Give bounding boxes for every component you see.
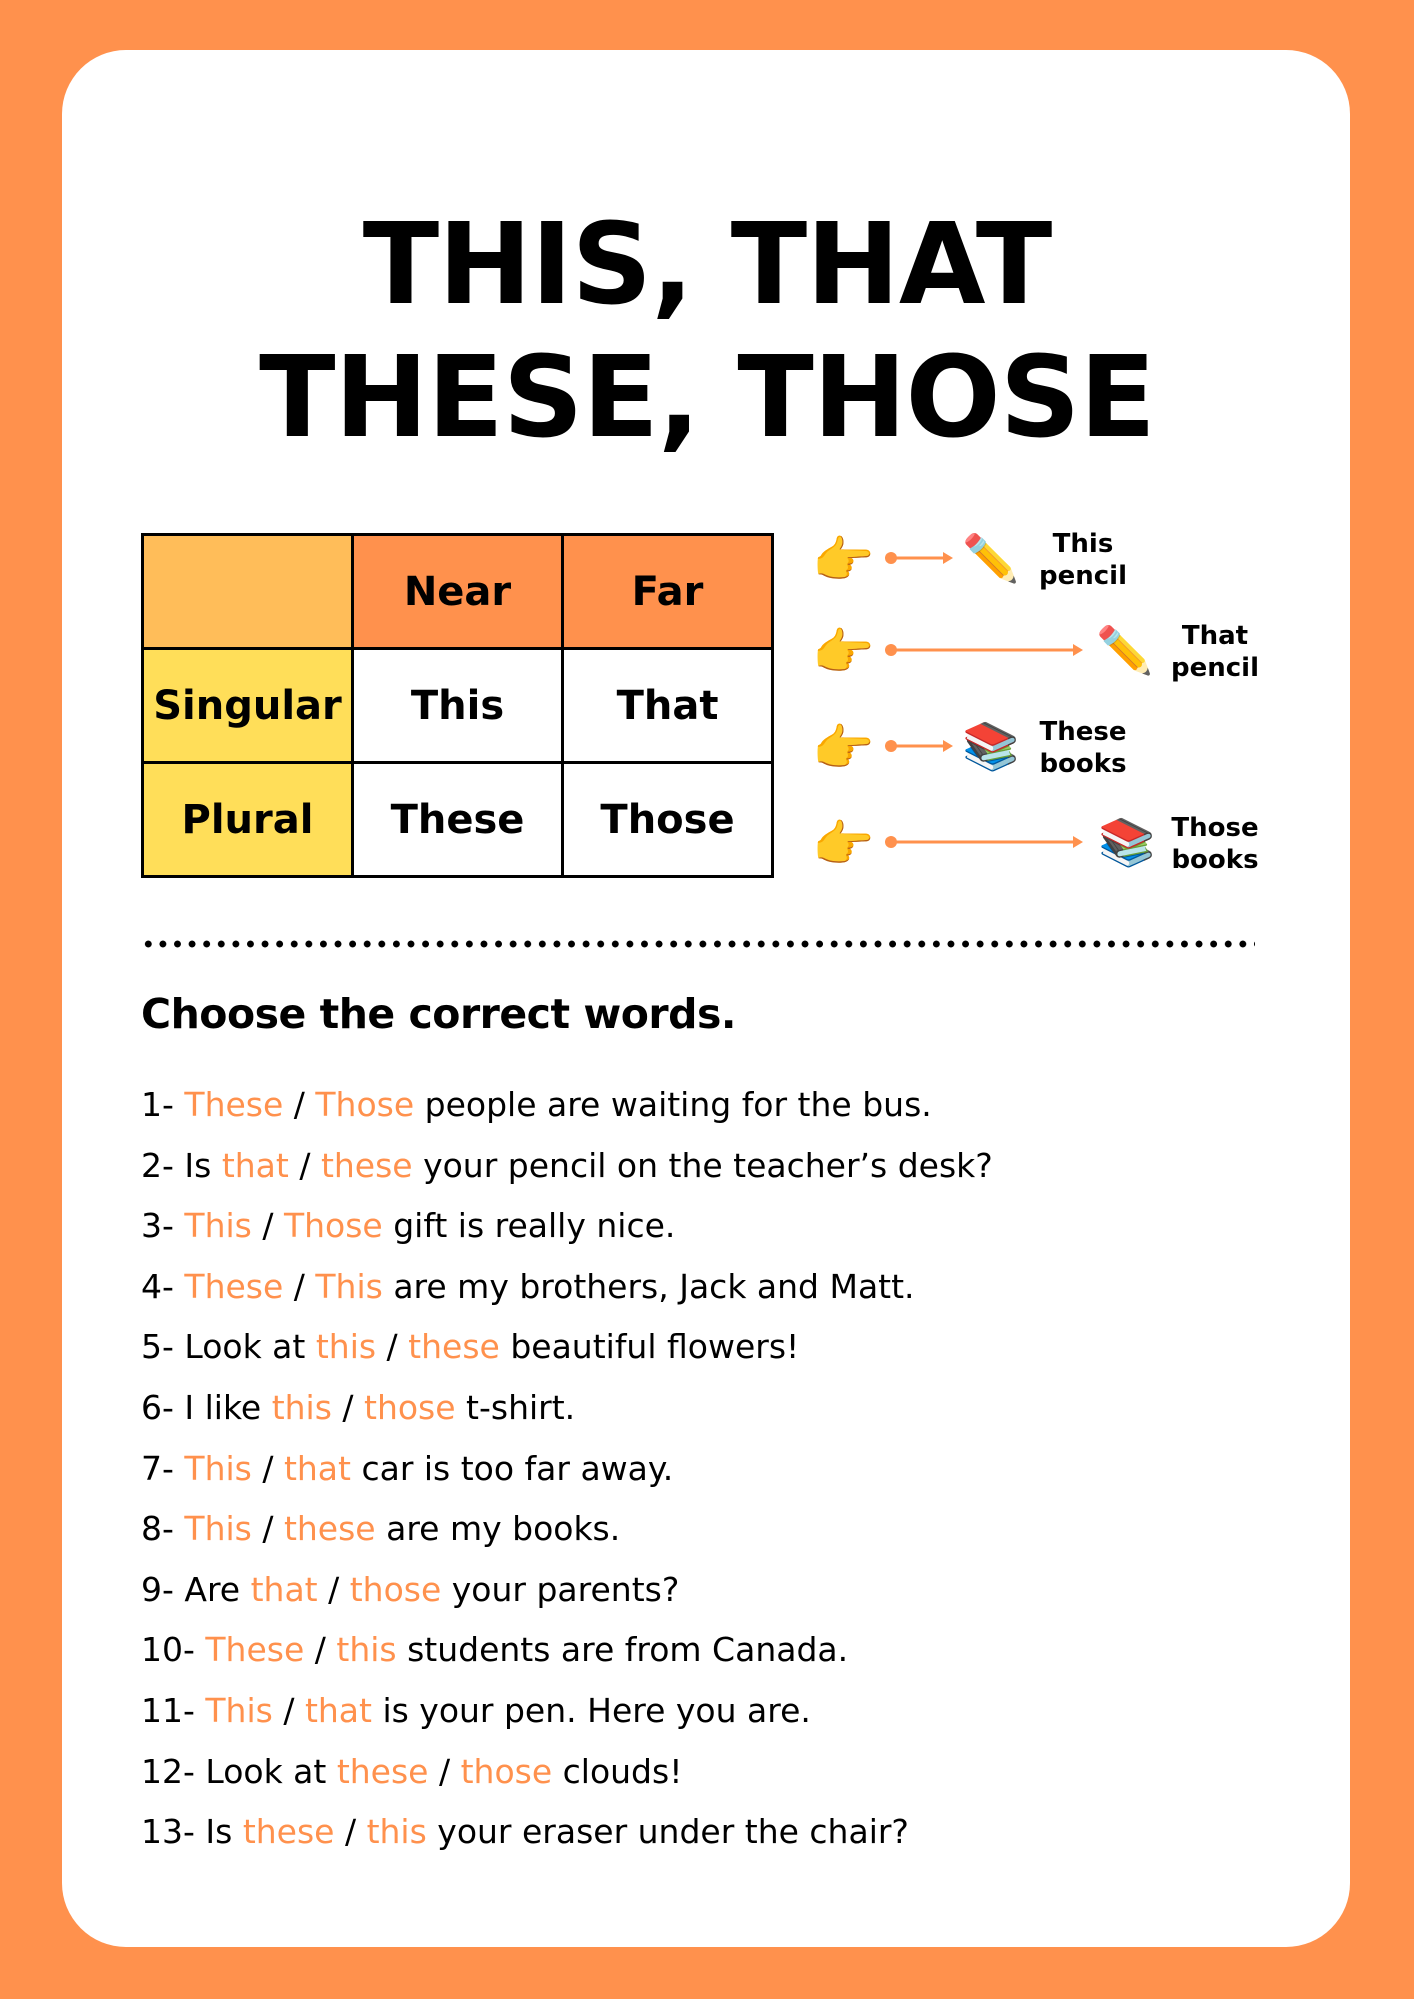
books-icon: 📚 <box>1098 815 1156 869</box>
diagram-row-this-pencil <box>0 529 1414 592</box>
diagram-row-these-books <box>0 717 1414 780</box>
option-two[interactable]: Those <box>315 1085 415 1124</box>
sentence-rest: are my brothers, Jack and Matt. <box>382 1266 915 1306</box>
option-separator: / <box>251 1509 284 1549</box>
option-separator: / <box>428 1751 461 1791</box>
exercise-item <box>141 1138 1251 1199</box>
diagram-label-these-books <box>1023 716 1143 780</box>
sentence-rest: clouds! <box>552 1751 683 1791</box>
sentence-rest: students are from Canada. <box>396 1630 849 1670</box>
cell-singular-near: This <box>353 649 563 763</box>
option-two[interactable]: Those <box>283 1206 383 1246</box>
exercise-prefix: 5- Look at <box>141 1327 316 1367</box>
sentence-rest: people are waiting for the bus. <box>414 1085 932 1124</box>
option-one[interactable]: These <box>205 1630 305 1670</box>
option-two[interactable]: this <box>336 1630 397 1670</box>
exercise-item <box>141 1077 1251 1138</box>
sentence-rest: car is too far away. <box>350 1448 674 1488</box>
option-two[interactable]: these <box>283 1509 376 1549</box>
exercise-prefix: 1- <box>141 1085 185 1124</box>
exercise-prefix: 6- I like <box>141 1387 272 1427</box>
label-noun: books <box>1171 845 1259 875</box>
pointing-hand-icon: 👉 <box>812 815 875 873</box>
option-two[interactable]: these <box>408 1327 500 1367</box>
option-one[interactable]: that <box>221 1145 289 1185</box>
exercise-item <box>141 1622 1251 1683</box>
option-two[interactable]: those <box>349 1569 442 1609</box>
diagram-row-that-pencil <box>0 621 1414 684</box>
far-arrow-icon <box>885 834 1085 850</box>
title-line-2: THESE, THOSE <box>259 333 1155 463</box>
books-icon: 📚 <box>962 719 1020 773</box>
exercise-prefix: 9- Are <box>141 1569 251 1609</box>
option-one[interactable]: This <box>184 1509 252 1549</box>
diagram-label-this-pencil <box>1023 528 1143 592</box>
exercise-item <box>141 1198 1251 1259</box>
sentence-rest: is your pen. Here you are. <box>371 1690 811 1730</box>
pencil-icon: ✏️ <box>1096 623 1154 677</box>
exercise-prefix: 12- Look at <box>141 1751 337 1791</box>
option-separator: / <box>376 1327 409 1367</box>
exercise-prefix: 7- <box>141 1448 185 1488</box>
label-noun: books <box>1039 749 1127 779</box>
sentence-rest: your parents? <box>441 1569 680 1609</box>
near-arrow-icon <box>885 738 955 754</box>
row-header-plural: Plural <box>143 763 353 877</box>
exercise-prefix: 4- <box>141 1266 185 1306</box>
cell-plural-far: Those <box>563 763 773 877</box>
exercise-prefix: 3- <box>141 1206 185 1246</box>
option-two[interactable]: This <box>315 1266 383 1306</box>
exercise-heading: Choose the correct words. <box>141 990 736 1038</box>
option-separator: / <box>251 1206 284 1246</box>
column-header-far: Far <box>563 535 773 649</box>
pointing-hand-icon: 👉 <box>812 623 875 681</box>
exercise-item <box>141 1562 1251 1623</box>
exercise-prefix: 11- <box>141 1690 206 1730</box>
option-one[interactable]: this <box>271 1387 332 1427</box>
sentence-rest: are my books. <box>375 1509 621 1549</box>
option-two[interactable]: this <box>366 1812 427 1852</box>
exercise-item <box>141 1259 1251 1320</box>
option-separator: / <box>317 1569 350 1609</box>
title-line-1: THIS, THAT <box>362 200 1052 330</box>
exercise-item <box>141 1441 1251 1502</box>
exercise-item <box>141 1744 1251 1805</box>
far-arrow-icon <box>885 642 1085 658</box>
label-word: This <box>1052 529 1114 559</box>
cell-singular-far: That <box>563 649 773 763</box>
label-word: Those <box>1171 813 1259 843</box>
sentence-rest: your pencil on the teacher’s desk? <box>412 1145 993 1185</box>
option-two[interactable]: these <box>320 1145 413 1185</box>
column-header-near: Near <box>353 535 563 649</box>
option-separator: / <box>304 1630 337 1670</box>
option-one[interactable]: This <box>184 1206 252 1246</box>
sentence-rest: gift is really nice. <box>382 1206 676 1246</box>
pencil-icon: ✏️ <box>962 531 1020 585</box>
option-two[interactable]: those <box>364 1387 456 1427</box>
option-separator: / <box>283 1085 316 1124</box>
label-noun: pencil <box>1171 653 1259 683</box>
diagram-label-those-books <box>1155 812 1275 876</box>
exercise-list <box>141 1077 1251 1865</box>
option-separator: / <box>251 1448 284 1488</box>
exercise-prefix: 8- <box>141 1509 185 1549</box>
option-separator: / <box>283 1266 316 1306</box>
sentence-rest: your eraser under the chair? <box>426 1812 909 1852</box>
option-two[interactable]: those <box>460 1751 553 1791</box>
label-word: That <box>1181 621 1249 651</box>
label-word: These <box>1039 717 1127 747</box>
option-two[interactable]: that <box>304 1690 372 1730</box>
option-one[interactable]: this <box>315 1327 377 1367</box>
diagram-row-those-books <box>0 813 1414 876</box>
sentence-rest: t-shirt. <box>455 1387 576 1427</box>
near-arrow-icon <box>885 550 955 566</box>
exercise-item <box>141 1683 1251 1744</box>
option-separator: / <box>331 1387 365 1427</box>
exercise-prefix: 13- Is <box>141 1812 243 1852</box>
option-separator: / <box>334 1812 367 1852</box>
option-one[interactable]: These <box>184 1266 284 1306</box>
option-one[interactable]: these <box>242 1812 335 1852</box>
exercise-item <box>141 1319 1251 1380</box>
option-one[interactable]: This <box>184 1448 252 1488</box>
pointing-hand-icon: 👉 <box>812 719 875 777</box>
cell-plural-near: These <box>353 763 563 877</box>
exercise-prefix: 2- Is <box>141 1145 222 1185</box>
exercise-item <box>141 1804 1251 1865</box>
option-separator: / <box>272 1690 305 1730</box>
diagram-label-that-pencil <box>1155 620 1275 684</box>
label-noun: pencil <box>1039 561 1127 591</box>
option-one[interactable]: These <box>184 1085 284 1124</box>
option-one[interactable]: that <box>250 1569 318 1609</box>
option-one[interactable]: This <box>205 1690 273 1730</box>
exercise-item <box>141 1380 1251 1441</box>
option-one[interactable]: these <box>336 1751 429 1791</box>
option-separator: / <box>288 1145 321 1185</box>
row-header-singular: Singular <box>143 649 353 763</box>
dotted-divider <box>141 940 1255 948</box>
sentence-rest: beautiful flowers! <box>499 1327 800 1367</box>
exercise-prefix: 10- <box>141 1630 206 1670</box>
exercise-item <box>141 1501 1251 1562</box>
pointing-hand-icon: 👉 <box>812 531 875 589</box>
option-two[interactable]: that <box>283 1448 351 1488</box>
